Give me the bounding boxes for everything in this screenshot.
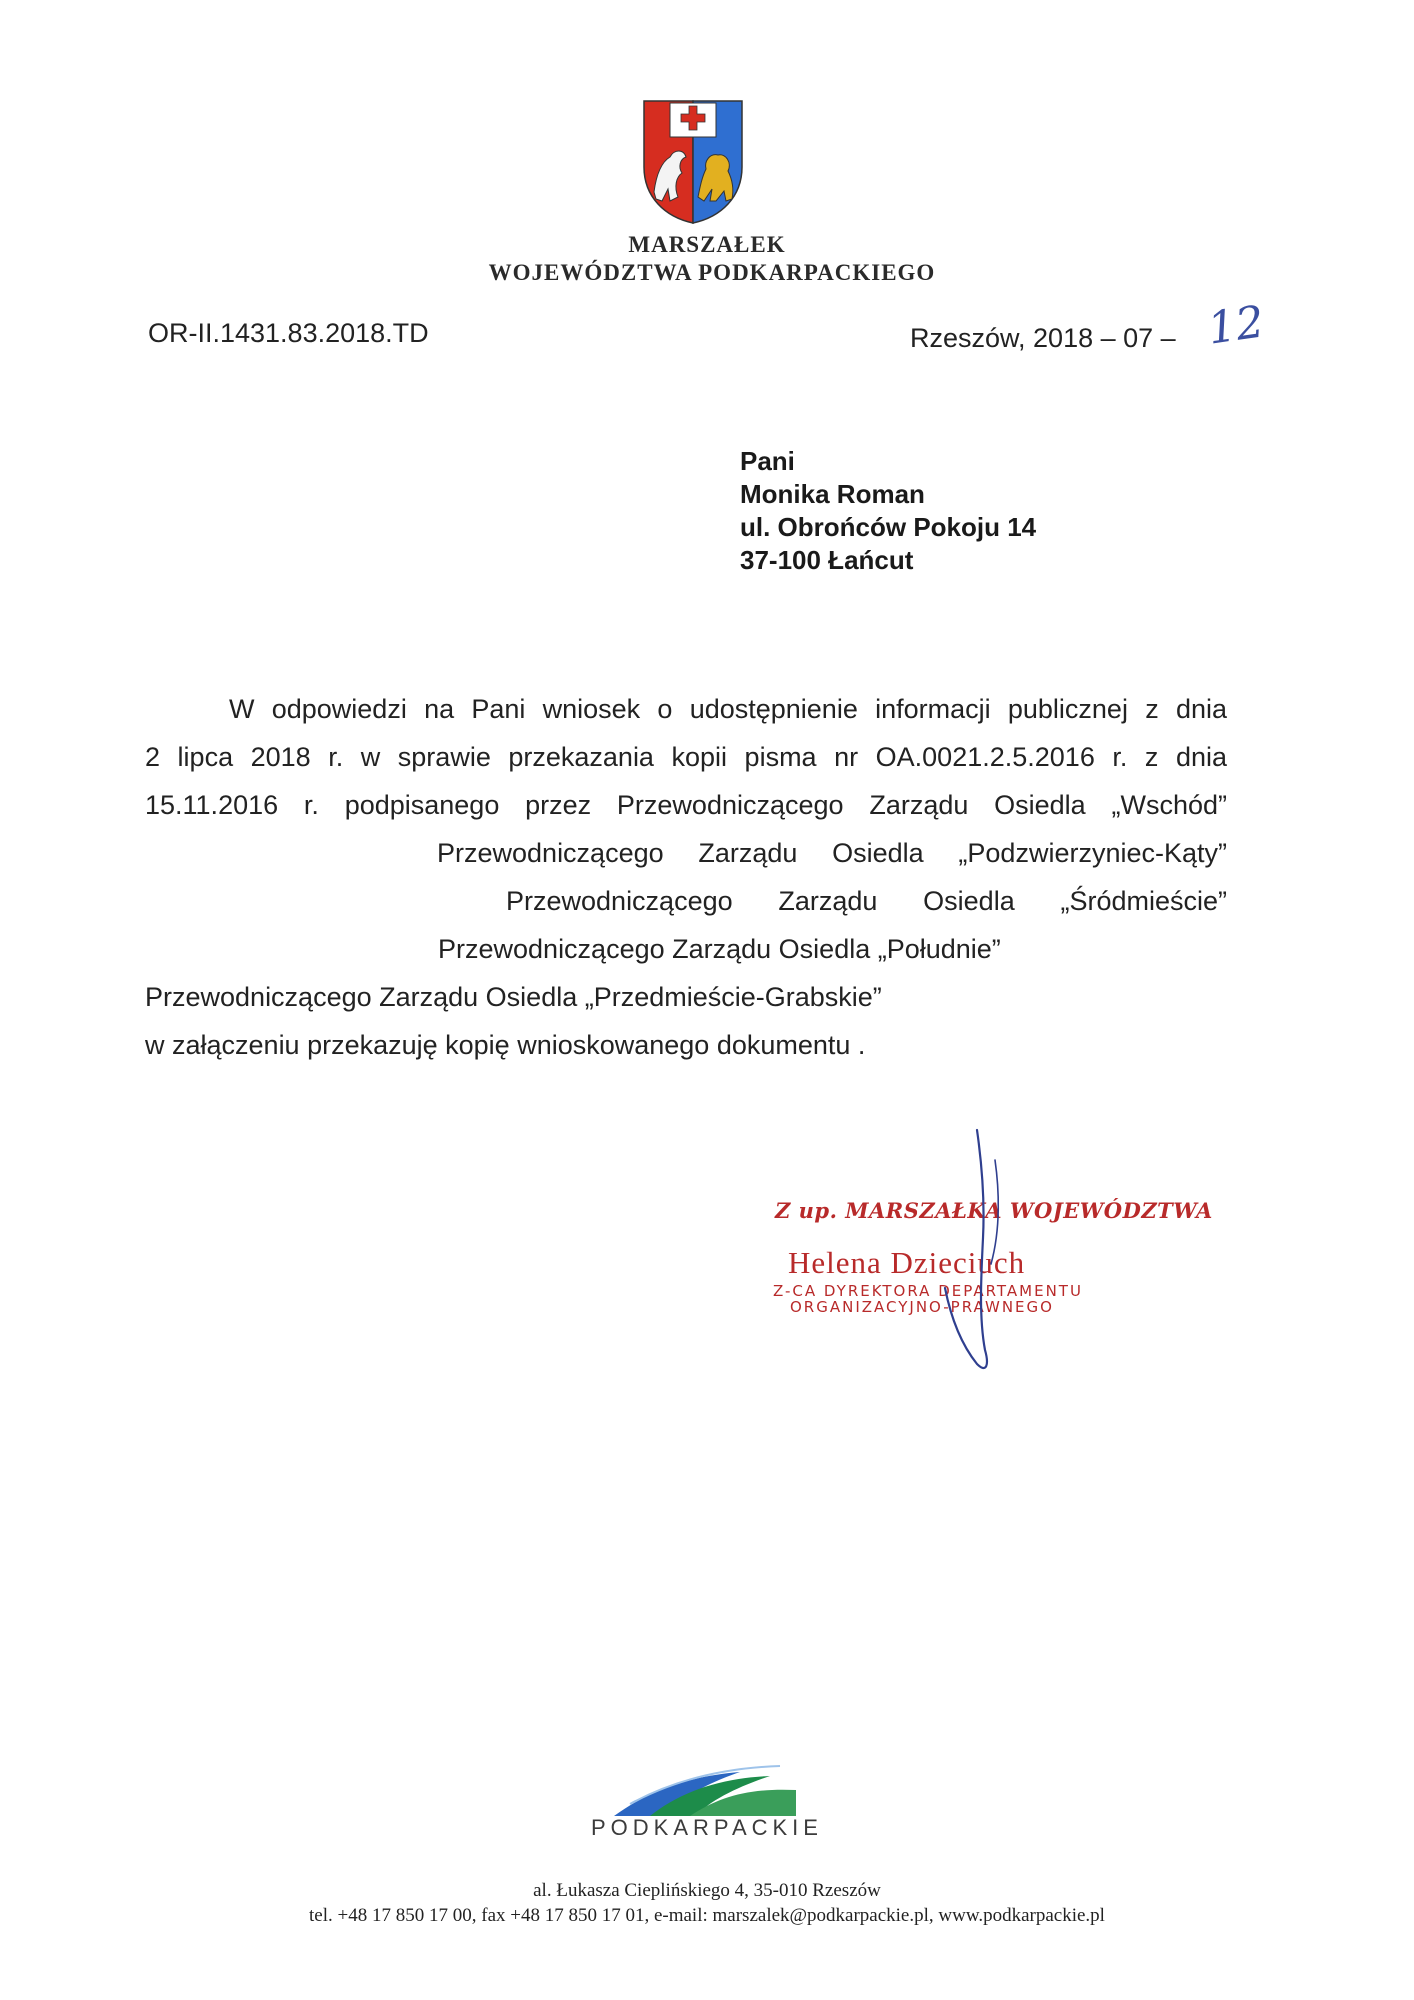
stamp-authority: Z up. MARSZAŁKA WOJEWÓDZTWA (775, 1198, 1213, 1223)
handwritten-signature (755, 1128, 1115, 1388)
footer-brand: PODKARPACKIE (591, 1815, 823, 1840)
podkarpackie-logo (610, 1760, 800, 1820)
body-line-8: w załączeniu przekazuję kopię wnioskowanego dokumentu . (145, 1030, 866, 1060)
stamp-title-line2: ORGANIZACYJNO-PRAWNEGO (790, 1298, 1054, 1316)
body-line-1: W odpowiedzi na Pani wniosek o udostępnienie informacji publicznej z dnia (229, 694, 1227, 724)
recipient-city: 37-100 Łańcut (740, 545, 914, 575)
footer-address: al. Łukasza Cieplińskiego 4, 35-010 Rzeszów (533, 1880, 881, 1901)
footer-contact: tel. +48 17 850 17 00, fax +48 17 850 17 01, e-mail: marszalek@podkarpackie.pl, www.podkarpackie.pl (309, 1905, 1105, 1926)
voivodeship-coat-of-arms (640, 97, 746, 227)
recipient-street: ul. Obrońców Pokoju 14 (740, 512, 1037, 542)
body-line-6: Przewodniczącego Zarządu Osiedla „Południe” (438, 934, 1001, 964)
body-line-7: Przewodniczącego Zarządu Osiedla „Przedmieście-Grabskie” (145, 982, 882, 1012)
body-line-5: Przewodniczącego Zarządu Osiedla „Śródmieście” (506, 886, 1227, 916)
body-line-2: 2 lipca 2018 r. w sprawie przekazania kopii pisma nr OA.0021.2.5.2016 r. z dnia (145, 742, 1227, 772)
issuer-title-line2: WOJEWÓDZTWA PODKARPACKIEGO (488, 260, 936, 285)
body-line-4: Przewodniczącego Zarządu Osiedla „Podzwierzyniec-Kąty” (437, 838, 1227, 868)
issuer-title-line1: MARSZAŁEK (628, 232, 786, 257)
stamp-signatory-name: Helena Dzieciuch (788, 1245, 1026, 1280)
place-and-date: Rzeszów, 2018 – 07 – (910, 323, 1176, 353)
reference-number: OR-II.1431.83.2018.TD (148, 318, 429, 348)
stamp-title-line1: Z-CA DYREKTORA DEPARTAMENTU (773, 1282, 1083, 1300)
recipient-name: Monika Roman (740, 479, 925, 509)
handwritten-day: 12 (1204, 296, 1268, 355)
body-line-3: 15.11.2016 r. podpisanego przez Przewodniczącego Zarządu Osiedla „Wschód” (145, 790, 1227, 820)
recipient-salutation: Pani (740, 446, 795, 476)
